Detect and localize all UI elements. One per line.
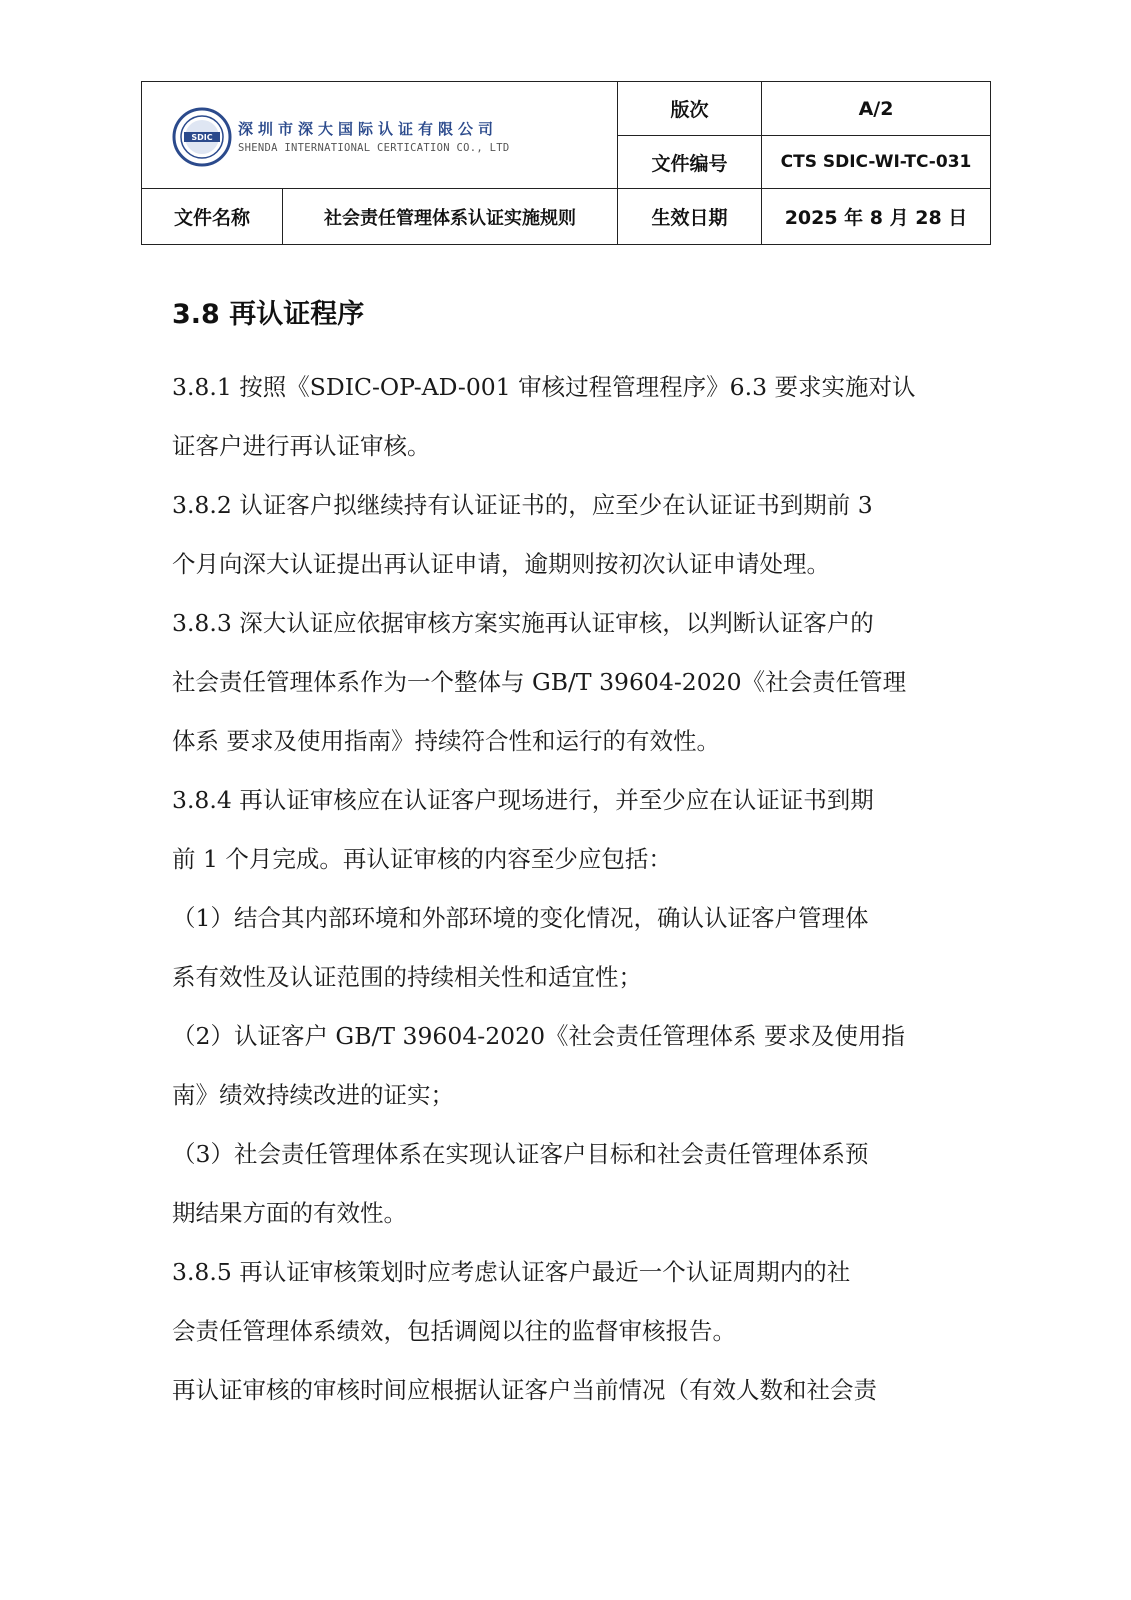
body-line: 前 1 个月完成。再认证审核的内容至少应包括：	[172, 845, 672, 873]
body-line: 证客户进行再认证审核。	[172, 432, 431, 460]
body-line: 个月向深大认证提出再认证申请，逾期则按初次认证申请处理。	[172, 550, 830, 578]
body-line: 期结果方面的有效性。	[172, 1199, 407, 1227]
doc-number-value: CTS SDIC-WI-TC-031	[780, 152, 972, 172]
body-line: 3.8.5 再认证审核策划时应考虑认证客户最近一个认证周期内的社	[172, 1258, 851, 1286]
body-line: 系有效性及认证范围的持续相关性和适宜性；	[172, 963, 642, 991]
effective-date-label: 生效日期	[651, 207, 728, 229]
company-name-cn: 深圳市深大国际认证有限公司	[238, 120, 499, 138]
body-line: 3.8.2 认证客户拟继续持有认证证书的，应至少在认证证书到期前 3	[172, 491, 873, 519]
body-line: 再认证审核的审核时间应根据认证客户当前情况（有效人数和社会责	[172, 1376, 877, 1404]
body-line: 体系 要求及使用指南》持续符合性和运行的有效性。	[172, 727, 720, 755]
document-header-table	[141, 81, 991, 245]
effective-date-value: 2025 年 8 月 28 日	[784, 207, 968, 229]
body-line: （3）社会责任管理体系在实现认证客户目标和社会责任管理体系预	[172, 1140, 869, 1168]
body-line: 3.8.4 再认证审核应在认证客户现场进行，并至少应在认证证书到期	[172, 786, 874, 814]
body-line: 社会责任管理体系作为一个整体与 GB/T 39604-2020《社会责任管理	[172, 668, 907, 696]
doc-name-value: 社会责任管理体系认证实施规则	[324, 207, 576, 229]
section-title: 3.8 再认证程序	[172, 299, 365, 330]
svg-text:SDIC: SDIC	[191, 133, 213, 142]
body-line: （1）结合其内部环境和外部环境的变化情况，确认认证客户管理体	[172, 904, 869, 932]
body-line: 3.8.1 按照《SDIC-OP-AD-001 审核过程管理程序》6.3 要求实施对认	[172, 373, 916, 401]
body-line: 会责任管理体系绩效，包括调阅以往的监督审核报告。	[172, 1317, 736, 1345]
doc-number-label: 文件编号	[651, 152, 728, 175]
body-line: 南》绩效持续改进的证实；	[172, 1081, 454, 1109]
company-name-en: SHENDA INTERNATIONAL CERTICATION CO., LTD	[238, 142, 510, 154]
doc-name-label: 文件名称	[173, 207, 250, 229]
sdic-logo-icon	[172, 107, 232, 167]
body-line: （2）认证客户 GB/T 39604-2020《社会责任管理体系 要求及使用指	[172, 1022, 905, 1050]
edition-label: 版次	[670, 99, 709, 121]
body-line: 3.8.3 深大认证应依据审核方案实施再认证审核，以判断认证客户的	[172, 609, 874, 637]
edition-value: A/2	[858, 97, 894, 120]
